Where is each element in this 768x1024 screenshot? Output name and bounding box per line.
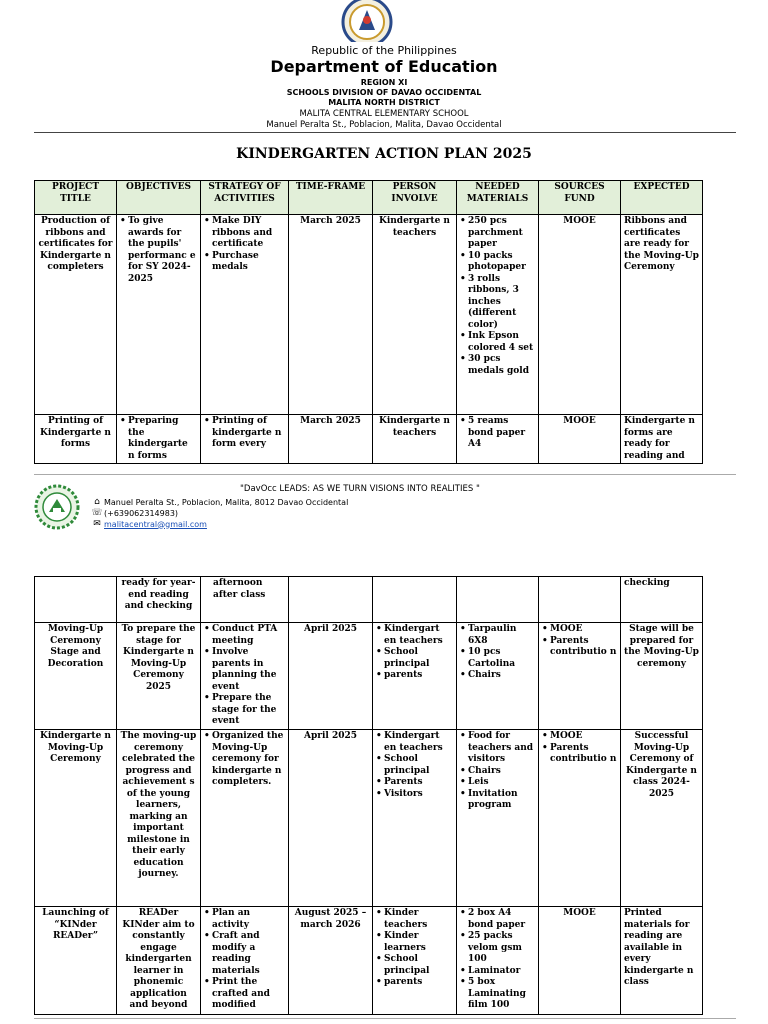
list-item: • Parents contributio n bbox=[550, 636, 617, 659]
list-item: • 5 reams bond paper A4 bbox=[468, 416, 535, 451]
footer-phone-row bbox=[90, 508, 178, 518]
school-name: MALITA CENTRAL ELEMENTARY SCHOOL bbox=[299, 109, 469, 119]
list-item: • Kinder teachers bbox=[384, 908, 453, 931]
col-header-strategy: STRATEGY OF ACTIVITIES bbox=[201, 181, 289, 215]
fund-cell: MOOE bbox=[539, 907, 621, 1015]
persons-cell bbox=[373, 577, 457, 623]
republic-line: Republic of the Philippines bbox=[311, 44, 457, 57]
persons-cell bbox=[373, 730, 457, 907]
list-item: • 5 box Laminating film 100 bbox=[468, 977, 535, 1012]
list-item: • Invitation program bbox=[468, 789, 535, 812]
list-item: • Tarpaulin 6X8 bbox=[468, 624, 535, 647]
list-item: • School principal bbox=[384, 954, 453, 977]
list-item: • 3 rolls ribbons, 3 inches (different color) bbox=[468, 274, 535, 332]
deped-seal-logo bbox=[337, 0, 397, 42]
header-divider bbox=[34, 132, 736, 133]
materials-cell bbox=[457, 623, 539, 730]
list-item: • 2 box A4 bond paper bbox=[468, 908, 535, 931]
time-frame-cell: March 2025 bbox=[289, 415, 373, 464]
col-header-objectives: OBJECTIVES bbox=[117, 181, 201, 215]
action-plan-table-page1 bbox=[34, 180, 703, 464]
footer-email-row bbox=[90, 519, 207, 529]
strategy-cell bbox=[201, 415, 289, 464]
fund-cell bbox=[539, 730, 621, 907]
list-item: • Purchase medals bbox=[212, 251, 285, 274]
school-logo bbox=[34, 484, 80, 530]
expected-cell: checking bbox=[621, 577, 703, 623]
table-row bbox=[35, 415, 703, 464]
persons-cell: Kindergarte n teachers bbox=[373, 415, 457, 464]
col-header-time: TIME-FRAME bbox=[289, 181, 373, 215]
footer-motto: "DavOcc LEADS: AS WE TURN VISIONS INTO REALITIES " bbox=[240, 484, 480, 494]
school-address: Manuel Peralta St., Poblacion, Malita, Davao Occidental bbox=[266, 120, 502, 130]
division-line: SCHOOLS DIVISION OF DAVAO OCCIDENTAL bbox=[286, 88, 482, 97]
home-icon: ⌂ bbox=[94, 497, 100, 507]
fund-cell bbox=[539, 577, 621, 623]
list-item: • Parents contributio n bbox=[550, 743, 617, 766]
list-item: • Kindergart en teachers bbox=[384, 731, 453, 754]
document-title: KINDERGARTEN ACTION PLAN 2025 bbox=[236, 146, 532, 162]
time-frame-cell: March 2025 bbox=[289, 215, 373, 415]
list-item: • Make DIY ribbons and certificate bbox=[212, 216, 285, 251]
persons-cell bbox=[373, 623, 457, 730]
list-item: • Visitors bbox=[384, 789, 453, 801]
list-item: • Preparing the kindergarte n forms bbox=[128, 416, 197, 462]
project-title-cell bbox=[35, 577, 117, 623]
list-item: • Printing of kindergarte n form every bbox=[212, 416, 285, 451]
mail-icon: ✉ bbox=[93, 519, 101, 529]
district-line: MALITA NORTH DISTRICT bbox=[328, 98, 440, 107]
col-header-expected: EXPECTED bbox=[621, 181, 703, 215]
list-item: • MOOE bbox=[550, 731, 617, 743]
list-item: • MOOE bbox=[550, 624, 617, 636]
list-item: • parents bbox=[384, 977, 453, 989]
list-item: • Food for teachers and visitors bbox=[468, 731, 535, 766]
region-line: REGION XI bbox=[360, 78, 408, 87]
list-item: • Print the crafted and modified bbox=[212, 977, 285, 1012]
list-item: • Laminator bbox=[468, 966, 535, 978]
list-item: • 25 packs velom gsm 100 bbox=[468, 931, 535, 966]
list-item: • School principal bbox=[384, 754, 453, 777]
list-item: • Chairs bbox=[468, 670, 535, 682]
persons-cell: Kindergarte n teachers bbox=[373, 215, 457, 415]
phone-icon: ☏ bbox=[91, 508, 103, 518]
objectives-cell: READer KINder aim to constantly engage kindergarten learner in phonemic application and beyond bbox=[117, 907, 201, 1015]
project-title-cell: Kindergarte n Moving-Up Ceremony bbox=[35, 730, 117, 907]
col-header-persons: PERSON INVOLVE bbox=[373, 181, 457, 215]
list-item: • 10 pcs Cartolina bbox=[468, 647, 535, 670]
time-frame-cell: August 2025 – march 2026 bbox=[289, 907, 373, 1015]
strategy-cell bbox=[201, 907, 289, 1015]
project-title-cell: Moving-Up Ceremony Stage and Decoration bbox=[35, 623, 117, 730]
footer-address: Manuel Peralta St., Poblacion, Malita, 8012 Davao Occidental bbox=[104, 497, 349, 507]
fund-cell bbox=[539, 623, 621, 730]
objectives-cell: To prepare the stage for Kindergarte n Moving-Up Ceremony 2025 bbox=[117, 623, 201, 730]
materials-cell bbox=[457, 907, 539, 1015]
footer-email-link[interactable]: malitacentral@gmail.com bbox=[104, 519, 207, 529]
list-item: • Leis bbox=[468, 777, 535, 789]
time-frame-cell: April 2025 bbox=[289, 623, 373, 730]
strategy-cell bbox=[201, 730, 289, 907]
materials-cell bbox=[457, 730, 539, 907]
project-title-cell: Printing of Kindergarte n forms bbox=[35, 415, 117, 464]
list-item: • 10 packs photopaper bbox=[468, 251, 535, 274]
table-header-row bbox=[35, 181, 703, 215]
objectives-cell bbox=[117, 215, 201, 415]
list-item: • Chairs bbox=[468, 766, 535, 778]
list-item: • Craft and modify a reading materials bbox=[212, 931, 285, 977]
project-title-cell: Launching of “KINder READer” bbox=[35, 907, 117, 1015]
expected-cell: Kindergarte n forms are ready for reading and bbox=[621, 415, 703, 464]
fund-cell: MOOE bbox=[539, 415, 621, 464]
materials-cell bbox=[457, 577, 539, 623]
col-header-project: PROJECT TITLE bbox=[35, 181, 117, 215]
col-header-materials: NEEDED MATERIALS bbox=[457, 181, 539, 215]
table-row bbox=[35, 215, 703, 415]
table-row bbox=[35, 907, 703, 1015]
page-footer-divider bbox=[34, 474, 736, 475]
time-frame-cell: April 2025 bbox=[289, 730, 373, 907]
list-item: • Prepare the stage for the event bbox=[212, 693, 285, 728]
list-item: • parents bbox=[384, 670, 453, 682]
footer-phone: (+639062314983) bbox=[104, 508, 179, 518]
list-item: • To give awards for the pupils' performanc e for SY 2024-2025 bbox=[128, 216, 197, 285]
list-item: • Kindergart en teachers bbox=[384, 624, 453, 647]
strategy-cell: afternoon after class bbox=[201, 577, 289, 623]
expected-cell: Stage will be prepared for the Moving-Up ceremony bbox=[621, 623, 703, 730]
objectives-cell bbox=[117, 415, 201, 464]
list-item: • School principal bbox=[384, 647, 453, 670]
table-row bbox=[35, 730, 703, 907]
list-item: • Involve parents in planning the event bbox=[212, 647, 285, 693]
page-bottom-divider bbox=[34, 1018, 736, 1019]
footer-address-row bbox=[90, 497, 348, 507]
list-item: • 250 pcs parchment paper bbox=[468, 216, 535, 251]
list-item: • 30 pcs medals gold bbox=[468, 354, 535, 377]
action-plan-table-page2 bbox=[34, 576, 703, 1015]
project-title-cell: Production of ribbons and certificates for Kindergarte n completers bbox=[35, 215, 117, 415]
list-item: • Conduct PTA meeting bbox=[212, 624, 285, 647]
objectives-cell: The moving-up ceremony celebrated the progress and achievement s of the young learners, marking an important milestone in their early education journey. bbox=[117, 730, 201, 907]
strategy-cell bbox=[201, 623, 289, 730]
expected-cell: Successful Moving-Up Ceremony of Kindergarte n class 2024-2025 bbox=[621, 730, 703, 907]
list-item: • Parents bbox=[384, 777, 453, 789]
table-row bbox=[35, 623, 703, 730]
materials-cell bbox=[457, 215, 539, 415]
list-item: • Organized the Moving-Up ceremony for kindergarte n completers. bbox=[212, 731, 285, 789]
fund-cell: MOOE bbox=[539, 215, 621, 415]
expected-cell: Printed materials for reading are available in every kindergarte n class bbox=[621, 907, 703, 1015]
objectives-cell: ready for year-end reading and checking bbox=[117, 577, 201, 623]
table-row bbox=[35, 577, 703, 623]
list-item: • Ink Epson colored 4 set bbox=[468, 331, 535, 354]
persons-cell bbox=[373, 907, 457, 1015]
list-item: • Plan an activity bbox=[212, 908, 285, 931]
department-name: Department of Education bbox=[270, 57, 498, 76]
col-header-fund: SOURCES FUND bbox=[539, 181, 621, 215]
time-frame-cell bbox=[289, 577, 373, 623]
list-item: • Kinder learners bbox=[384, 931, 453, 954]
materials-cell bbox=[457, 415, 539, 464]
strategy-cell bbox=[201, 215, 289, 415]
expected-cell: Ribbons and certificates are ready for the Moving-Up Ceremony bbox=[621, 215, 703, 415]
